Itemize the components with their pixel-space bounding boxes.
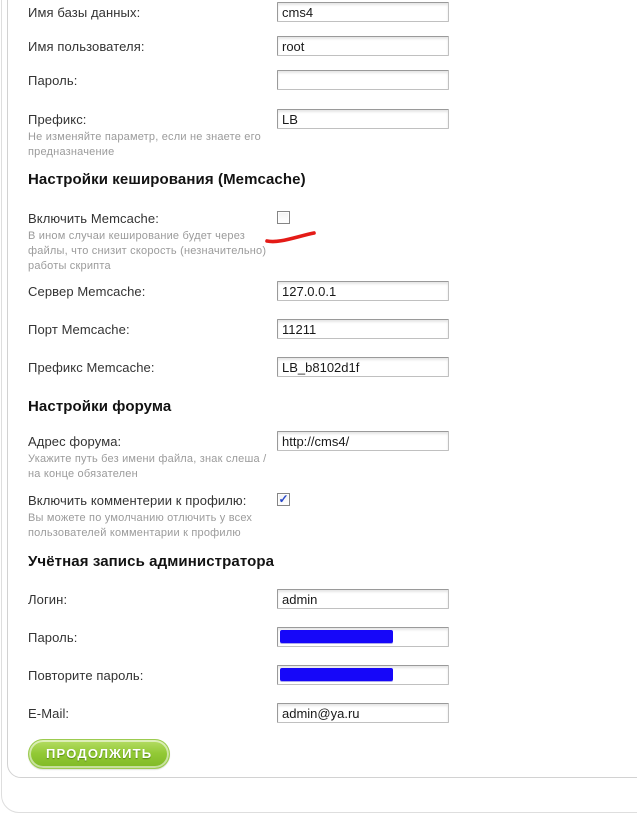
db-user-label: Имя пользователя: (28, 39, 145, 54)
email-label: E-Mail: (28, 706, 70, 721)
profile-comments-checkbox[interactable] (277, 493, 290, 506)
admin-login-field[interactable] (277, 589, 449, 609)
memcache-prefix-label: Префикс Memcache: (28, 360, 155, 375)
memcache-server-field[interactable] (277, 281, 449, 301)
db-name-field[interactable] (277, 2, 449, 22)
memcache-enable-hint: В ином случаи кеширование будет через файлы, что снизит скорость (незначительно) работы скрипта (28, 230, 267, 272)
section-heading-admin: Учётная запись администратора (28, 553, 275, 570)
db-password-field[interactable] (277, 70, 449, 90)
memcache-prefix-field[interactable] (277, 357, 449, 377)
db-password-label: Пароль: (28, 73, 78, 88)
prefix-field[interactable] (277, 109, 449, 129)
setup-form (28, 2, 588, 802)
admin-password-repeat-label: Повторите пароль: (28, 668, 144, 683)
memcache-enable-label: Включить Memcache: (28, 211, 159, 226)
admin-login-label: Логин: (28, 592, 68, 607)
forum-address-field[interactable] (277, 431, 449, 451)
memcache-server-label: Сервер Memcache: (28, 284, 146, 299)
db-name-label: Имя базы данных: (28, 5, 141, 20)
email-field[interactable] (277, 703, 449, 723)
db-user-field[interactable] (277, 36, 449, 56)
check-icon: ✓ (278, 492, 289, 506)
prefix-label: Префикс: (28, 112, 87, 127)
forum-address-label: Адрес форума: (28, 434, 122, 449)
forum-address-hint: Укажите путь без имени файла, знак слеша / на конце обязателен (28, 453, 267, 480)
continue-button[interactable]: ПРОДОЛЖИТЬ (28, 739, 170, 769)
memcache-enable-checkbox[interactable] (277, 211, 290, 224)
profile-comments-label: Включить комментерии к профилю: (28, 493, 247, 508)
memcache-port-label: Порт Memcache: (28, 322, 130, 337)
section-heading-forum: Настройки форума (28, 398, 172, 415)
red-underline-annotation (265, 230, 317, 245)
admin-password-label: Пароль: (28, 630, 78, 645)
password-redaction (280, 668, 393, 681)
prefix-hint: Не изменяйте параметр, если не знаете его предназначение (28, 131, 261, 158)
profile-comments-hint: Вы можете по умолчанию отлючить у всех пользователей комментарии к профилю (28, 512, 253, 539)
section-heading-memcache: Настройки кеширования (Memcache) (28, 171, 306, 188)
password-redaction (280, 630, 393, 643)
memcache-port-field[interactable] (277, 319, 449, 339)
